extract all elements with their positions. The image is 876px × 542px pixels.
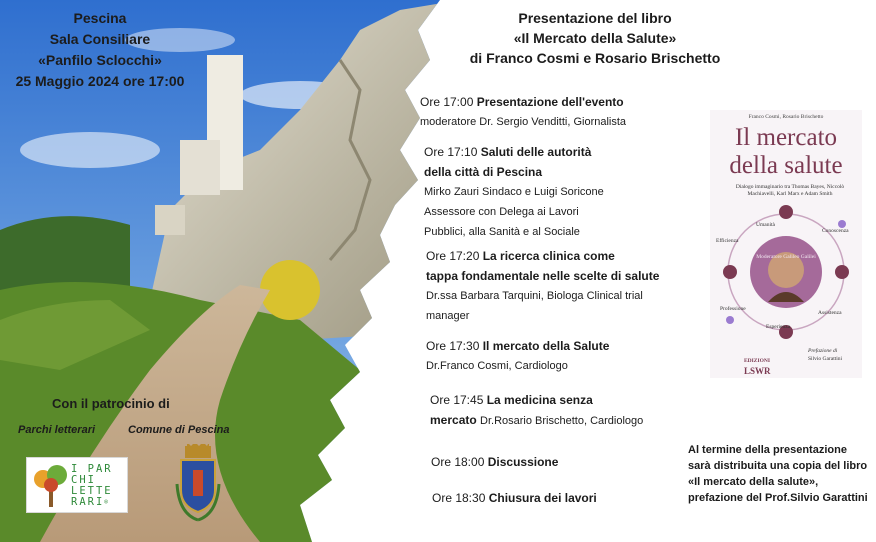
book-preface-label: Prefazione di: [808, 348, 838, 354]
parchi-letterari-label: Parchi letterari: [18, 424, 96, 436]
venue-hall: Sala Consiliare: [49, 31, 151, 47]
venue-date: 25 Maggio 2024 ore 17:00: [15, 73, 185, 89]
book-title-line-1: Il mercato: [734, 124, 838, 151]
book-ring-word: Umanità: [756, 222, 775, 228]
parchi-letterari-logo: [26, 457, 128, 513]
schedule-item: Ore 17:45 La medicina senza mercato Dr.Rosario Brischetto, Cardiologo: [430, 393, 644, 427]
title-line-1: Presentazione del libro: [518, 10, 672, 26]
book-preface-name: Silvio Garattini: [808, 356, 843, 362]
schedule-item: Ore 18:30 Chiusura dei lavori: [432, 491, 597, 505]
venue-info: [0, 8, 200, 92]
book-title-line-2: della salute: [729, 152, 843, 179]
book-ring-word: Conoscenza: [822, 228, 849, 234]
schedule-item: Ore 17:30 Il mercato della Salute Dr.Franco Cosmi, Cardiologo: [426, 339, 610, 372]
book-publisher-name: LSWR: [744, 366, 771, 376]
closing-note: Al termine della presentazione sarà distribuita una copia del libro «Il mercato della salute», prefazione del Prof.Silvio Garattini: [688, 444, 868, 504]
book-ring-word: Professione: [720, 306, 746, 312]
comune-pescina-label: Comune di Pescina: [128, 424, 230, 436]
schedule-item: Ore 18:00 Discussione: [431, 455, 559, 469]
venue-hall-name: «Panfilo Sclocchi»: [38, 52, 162, 68]
book-ring-word: Efficienza: [716, 238, 739, 244]
book-ring-word: Assistenza: [818, 310, 842, 316]
venue-city: Pescina: [73, 10, 127, 26]
book-subtitle: Dialogo immaginario tra Thomas Bayes, Niccolò Machiavelli, Karl Marx e Adam Smith: [735, 184, 845, 197]
schedule-item: Ore 17:10 Saluti delle autorità della città di Pescina Mirko Zauri Sindaco e Luigi Soricone Assessore con Delega ai Lavori Pubblici, alla Sanità e al Sociale: [424, 145, 604, 238]
book-publisher-label: EDIZIONI: [744, 358, 770, 364]
pescina-coat-of-arms-icon: [173, 444, 223, 524]
title-line-3: di Franco Cosmi e Rosario Brischetto: [469, 50, 721, 66]
book-ring-word: Esperienza: [766, 324, 791, 330]
tree-icon: [29, 459, 73, 511]
book-authors: Franco Cosmi, Rosario Brischetto: [748, 114, 824, 120]
parchi-logo-text: I PAR CHI LETTE RARI®: [71, 463, 113, 508]
schedule-item: Ore 17:20 La ricerca clinica come tappa fondamentale nelle scelte di salute Dr.ssa Barbara Tarquini, Biologa Clinical trial manager: [426, 249, 660, 322]
title-line-2: «Il Mercato della Salute»: [513, 30, 677, 46]
book-moderator: Moderatore Galileo Galilei: [756, 254, 816, 260]
book-portrait-ring-icon: [716, 202, 856, 342]
book-cover: [710, 110, 862, 378]
event-title: [420, 8, 770, 68]
patronage-heading: Con il patrocinio di: [52, 396, 170, 411]
schedule-item: Ore 17:00 Presentazione dell'evento moderatore Dr. Sergio Venditti, Giornalista: [420, 95, 627, 128]
